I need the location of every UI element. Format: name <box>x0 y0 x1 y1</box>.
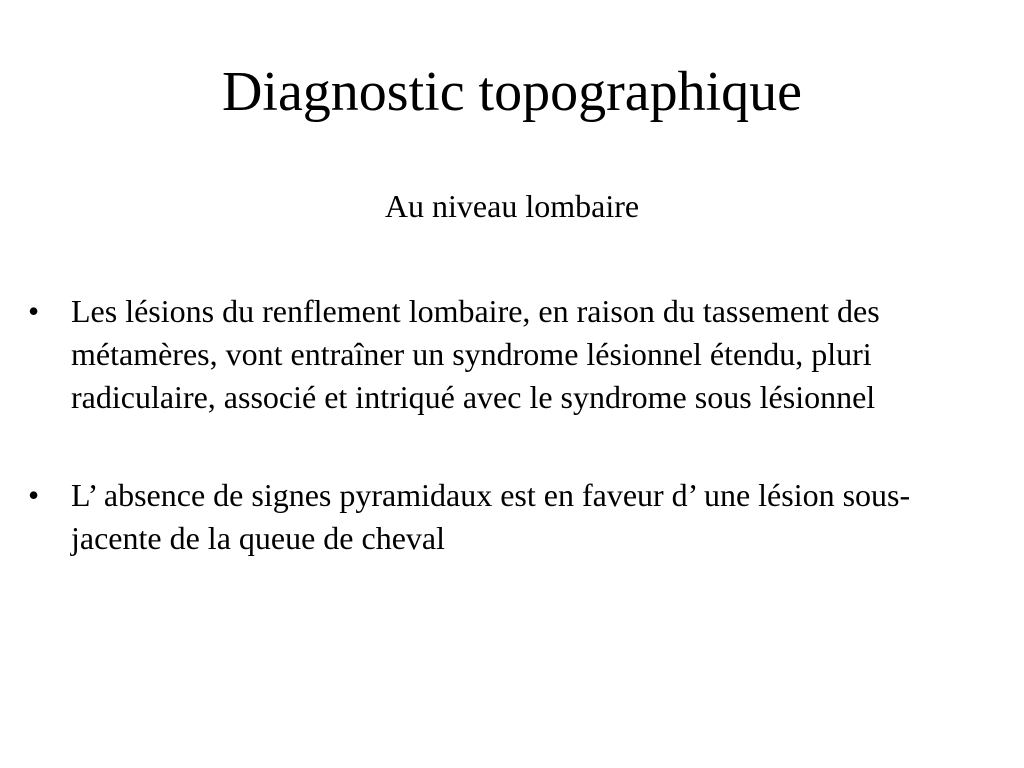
slide-title: Diagnostic topographique <box>221 61 803 123</box>
bullet-marker: • <box>28 293 40 329</box>
bullet-text: L’ absence de signes pyramidaux est en faveur d’ une lésion sous-jacente de la queue de cheval <box>71 477 911 556</box>
bullet-list <box>28 290 968 615</box>
bullet-text: Les lésions du renflement lombaire, en raison du tassement des métamères, vont entraîner un syndrome lésionnel étendu, pluri radiculaire, associé et intriqué avec le syndrome sous lésionnel <box>71 293 880 415</box>
bullet-item-2 <box>28 474 968 560</box>
slide-subtitle: Au niveau lombaire <box>384 188 640 224</box>
bullet-marker: • <box>28 477 40 513</box>
bullet-item-1 <box>28 290 968 419</box>
